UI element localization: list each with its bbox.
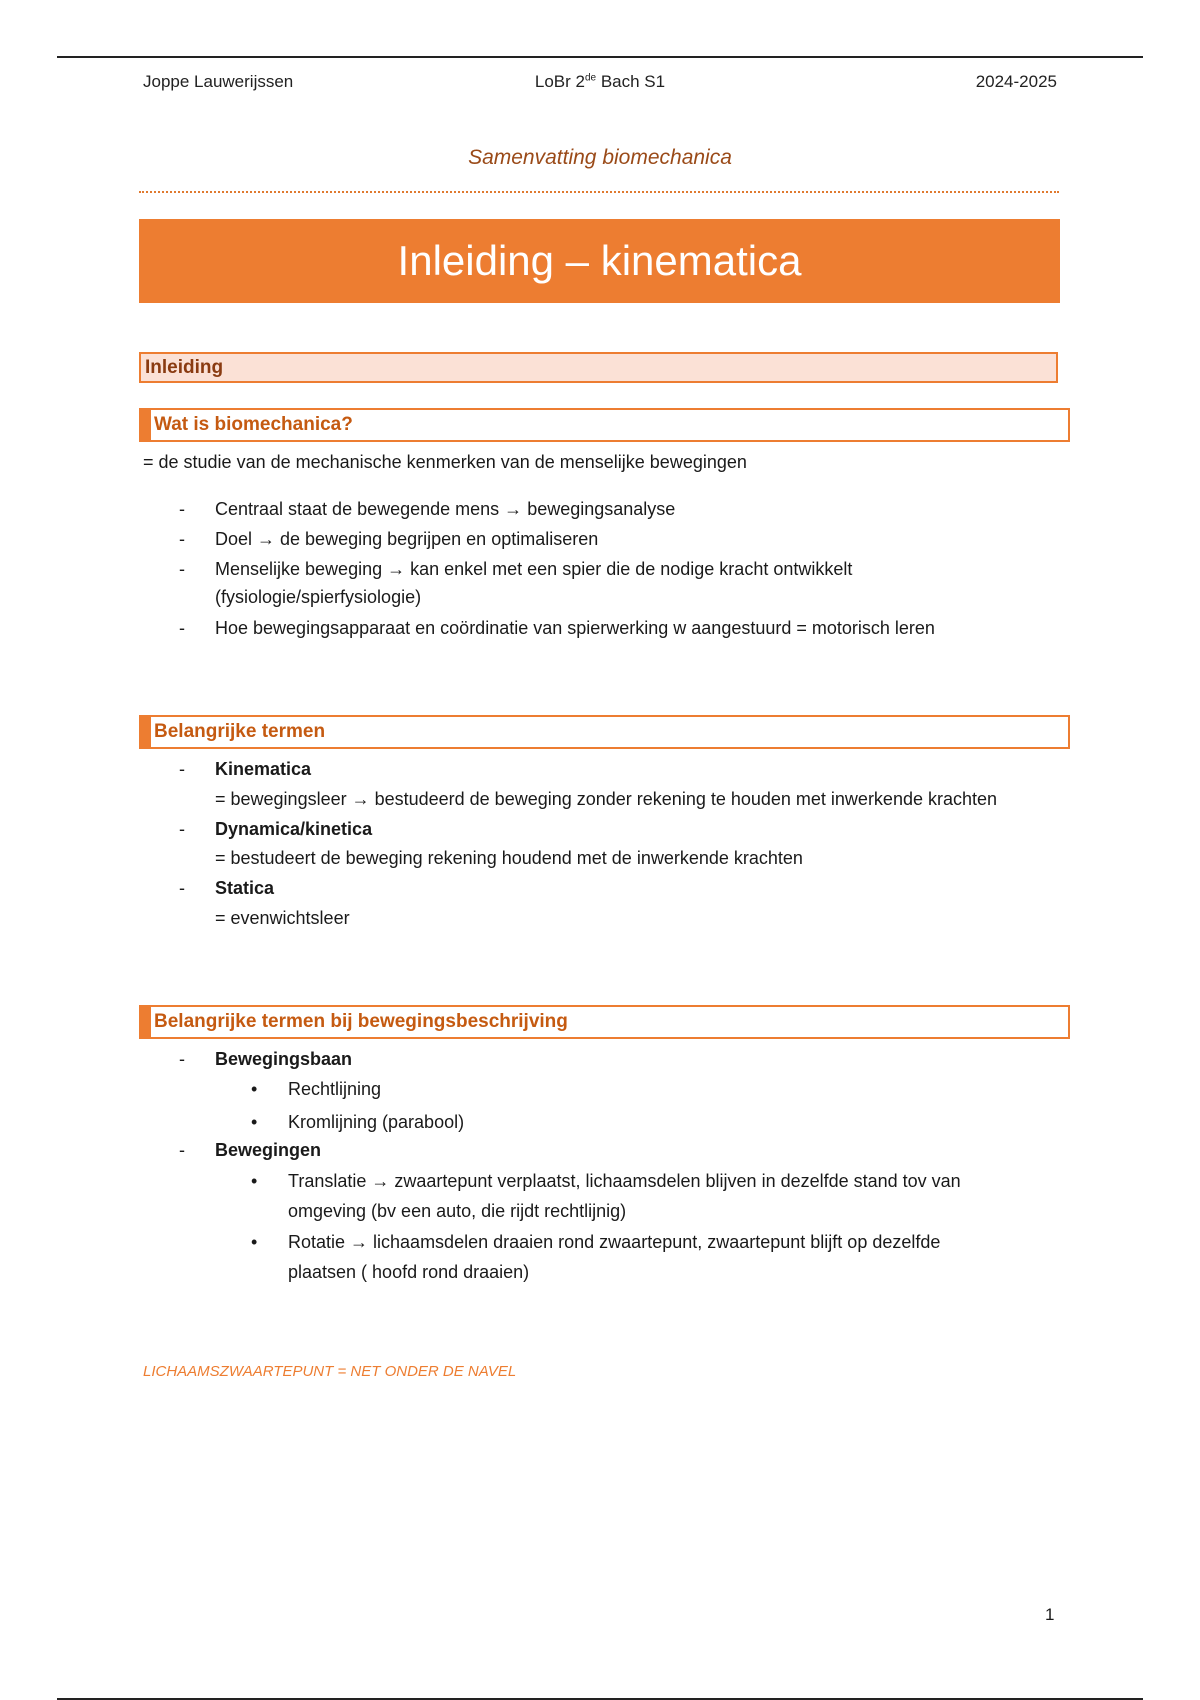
list-item: Rechtlijning (288, 1079, 382, 1099)
list-dash: - (179, 499, 185, 519)
list-dash: - (179, 1049, 185, 1069)
list-item-continuation: plaatsen ( hoofd rond draaien) (288, 1262, 530, 1282)
list-dash: - (179, 819, 185, 839)
list-dash: - (179, 618, 185, 638)
list-item-continuation: (fysiologie/spierfysiologie) (215, 587, 422, 607)
list-item: Kromlijning (parabool) (288, 1112, 465, 1132)
section-heading-inleiding: Inleiding (139, 352, 1058, 383)
term-statica: Statica (215, 878, 275, 898)
bullet-dot: • (251, 1079, 258, 1099)
term-statica-desc: = evenwichtsleer (215, 908, 350, 928)
list-dash: - (179, 529, 185, 549)
term-kinematica-desc: = bewegingsleer → bestudeerd de beweging zonder rekening te houden met inwerkende krachten (215, 789, 998, 809)
header-course-rest: Bach S1 (596, 72, 666, 91)
term-dynamica: Dynamica/kinetica (215, 819, 373, 839)
section-heading-wat-is-biomechanica: Wat is biomechanica? (139, 408, 1070, 442)
note-lichaamszwaartepunt: LICHAAMSZWAARTEPUNT = NET ONDER DE NAVEL (143, 1363, 517, 1380)
list-dash: - (179, 1140, 185, 1160)
definition-biomechanica: = de studie van de mechanische kenmerken van de menselijke bewegingen (143, 452, 747, 472)
list-item: Rotatie → lichaamsdelen draaien rond zwaartepunt, zwaartepunt blijft op dezelfde (288, 1232, 941, 1252)
list-item: Doel → de beweging begrijpen en optimaliseren (215, 529, 599, 549)
term-dynamica-desc: = bestudeert de beweging rekening houdend met de inwerkende krachten (215, 848, 803, 868)
list-item: Menselijke beweging → kan enkel met een spier die de nodige kracht ontwikkelt (215, 559, 853, 579)
list-item: Translatie → zwaartepunt verplaatst, lichaamsdelen blijven in dezelfde stand tov van (288, 1171, 961, 1191)
page-top-rule (57, 56, 1143, 58)
list-item: Centraal staat de bewegende mens → bewegingsanalyse (215, 499, 676, 519)
bullet-dot: • (251, 1171, 258, 1191)
header-year: 2024-2025 (975, 72, 1057, 91)
bullet-dot: • (251, 1232, 258, 1252)
section-heading-belangrijke-termen: Belangrijke termen (139, 715, 1070, 749)
page-number: 1 (1045, 1605, 1055, 1624)
header-course-sup: de (584, 72, 597, 84)
subtitle-divider (139, 191, 1059, 193)
list-dash: - (179, 759, 185, 779)
list-dash: - (179, 559, 185, 579)
header-author: Joppe Lauwerijssen (143, 72, 294, 91)
section-heading-bewegingsbeschrijving: Belangrijke termen bij bewegingsbeschrijving (139, 1005, 1070, 1039)
list-item-continuation: omgeving (bv een auto, die rijdt rechtlijnig) (288, 1201, 627, 1221)
bullet-dot: • (251, 1112, 258, 1132)
term-kinematica: Kinematica (215, 759, 312, 779)
header-course-main: LoBr 2 (534, 72, 585, 91)
list-dash: - (179, 878, 185, 898)
document-subtitle: Samenvatting biomechanica (468, 146, 732, 169)
list-item: Hoe bewegingsapparaat en coördinatie van spierwerking w aangestuurd = motorisch leren (215, 618, 935, 638)
group-bewegingsbaan: Bewegingsbaan (215, 1049, 353, 1069)
chapter-title-banner: Inleiding – kinematica (139, 219, 1060, 303)
group-bewegingen: Bewegingen (215, 1140, 322, 1160)
